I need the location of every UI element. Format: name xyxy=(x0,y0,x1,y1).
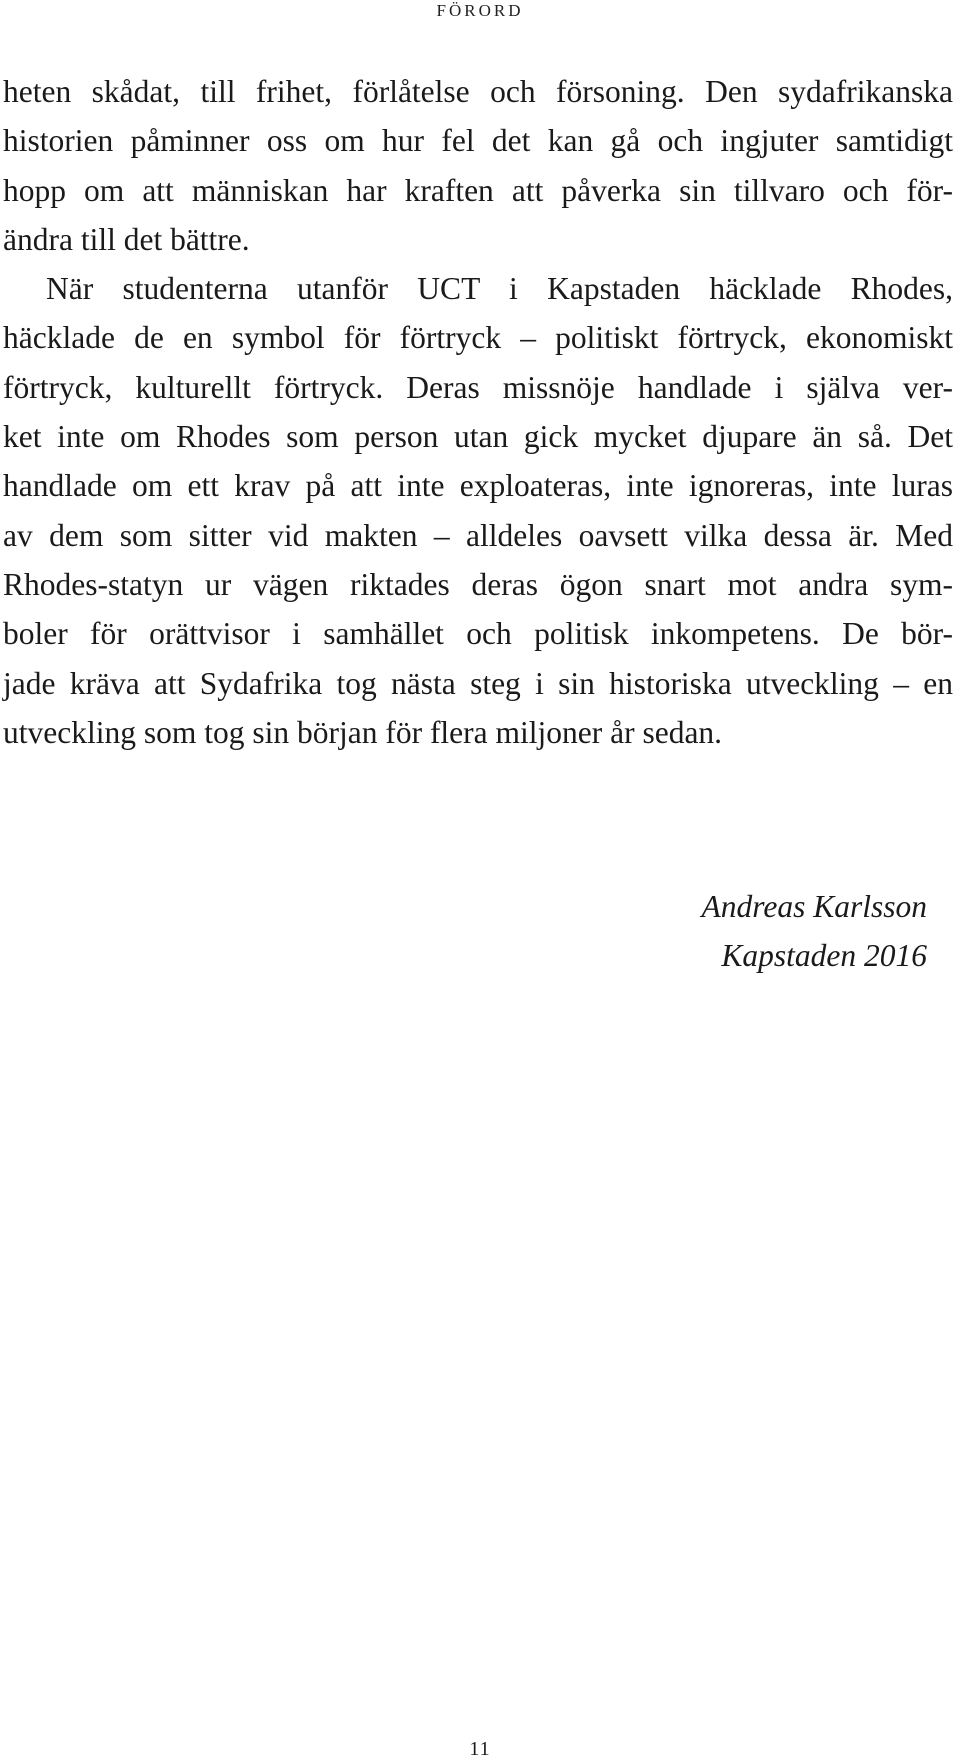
text-line: jade kräva att Sydafrika tog nästa steg i sin historiska utveckling – en xyxy=(3,665,953,701)
signature-place-year: Kapstaden 2016 xyxy=(721,938,927,974)
text-line: boler för orättvisor i samhället och politisk inkompetens. De bör- xyxy=(3,616,953,652)
text-line: utveckling som tog sin början för flera miljoner år sedan. xyxy=(3,714,723,750)
text-line: av dem som sitter vid makten – alldeles oavsett vilka dessa är. Med xyxy=(3,517,953,553)
text-line: förtryck, kulturellt förtryck. Deras missnöje handlade i själva ver- xyxy=(3,369,953,405)
text-line: När studenterna utanför UCT i Kapstaden häcklade Rhodes, xyxy=(46,271,953,307)
text-line: ket inte om Rhodes som person utan gick mycket djupare än så. Det xyxy=(3,419,953,455)
text-line: häcklade de en symbol för förtryck – politiskt förtryck, ekonomiskt xyxy=(3,320,953,356)
text-line: Rhodes-statyn ur vägen riktades deras ögon snart mot andra sym- xyxy=(3,566,953,602)
running-head: FÖRORD xyxy=(436,1,524,20)
text-line: ändra till det bättre. xyxy=(3,221,250,257)
text-line: heten skådat, till frihet, förlåtelse och försoning. Den sydafrikanska xyxy=(3,74,953,109)
signature-name: Andreas Karlsson xyxy=(701,889,927,924)
text-line: hopp om att människan har kraften att påverka sin tillvaro och för- xyxy=(3,172,953,208)
text-line: historien påminner oss om hur fel det kan gå och ingjuter samtidigt xyxy=(3,123,953,159)
page-number: 11 xyxy=(469,1738,491,1760)
text-line: handlade om ett krav på att inte exploateras, inte ignoreras, inte luras xyxy=(3,468,953,504)
signature xyxy=(702,882,927,981)
body-text xyxy=(3,67,953,757)
